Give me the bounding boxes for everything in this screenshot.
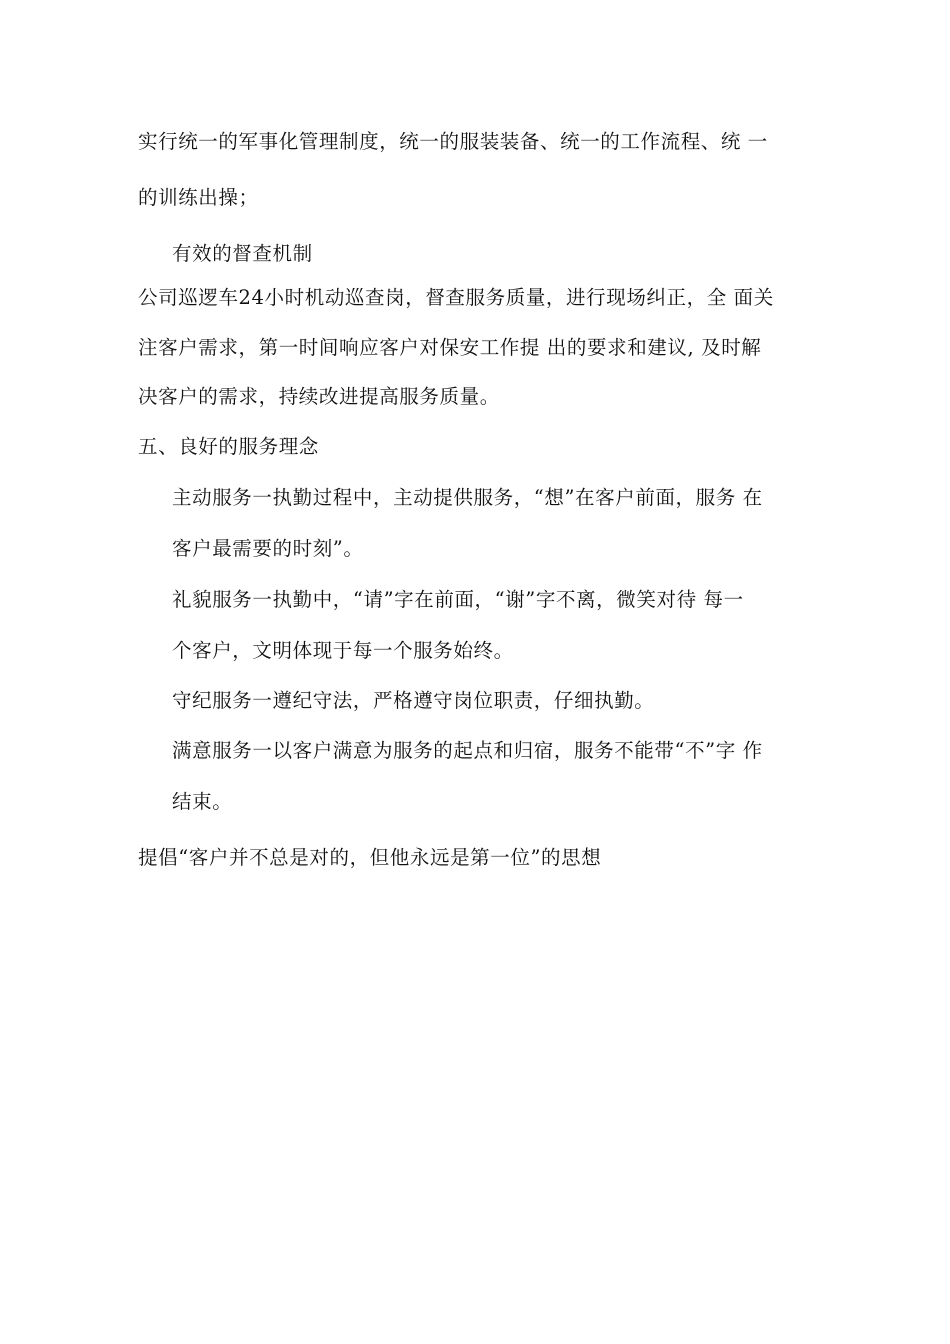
paragraph-uniform-management-line-2: 的训练出操； [138,186,259,209]
paragraph-patrol-line-3: 决客户的需求，持续改进提高服务质量。 [138,385,500,408]
item-active-service-line-1: 主动服务一执勤过程中，主动提供服务，“想”在客户前面，服务 在 [172,486,763,509]
item-polite-service-line-2: 个客户，文明体现于每一个服务始终。 [172,639,514,662]
heading-supervision-mechanism: 有效的督查机制 [172,242,313,265]
item-satisfied-service-line-2: 结束。 [172,790,233,813]
closing-statement: 提倡“客户并不总是对的，但他永远是第一位”的思想 [138,846,602,869]
paragraph-patrol-line-1: 公司巡逻车24小时机动巡查岗，督查服务质量，进行现场纠正，全 面关 [138,286,774,309]
item-discipline-service: 守纪服务一遵纪守法，严格遵守岗位职责，仔细执勤。 [172,689,655,712]
item-active-service-line-2: 客户最需要的时刻”。 [172,537,364,560]
section-5-title: 五、良好的服务理念 [138,435,319,458]
item-satisfied-service-line-1: 满意服务一以客户满意为服务的起点和归宿，服务不能带“不”字 作 [172,739,763,762]
item-polite-service-line-1: 礼貌服务一执勤中，“请”字在前面，“谢”字不离，微笑对待 每一 [172,588,744,611]
paragraph-patrol-line-2: 注客户需求，第一时间响应客户对保安工作提 出的要求和建议, 及时解 [138,336,762,359]
paragraph-uniform-management-line-1: 实行统一的军事化管理制度，统一的服装装备、统一的工作流程、统 一 [138,130,768,153]
